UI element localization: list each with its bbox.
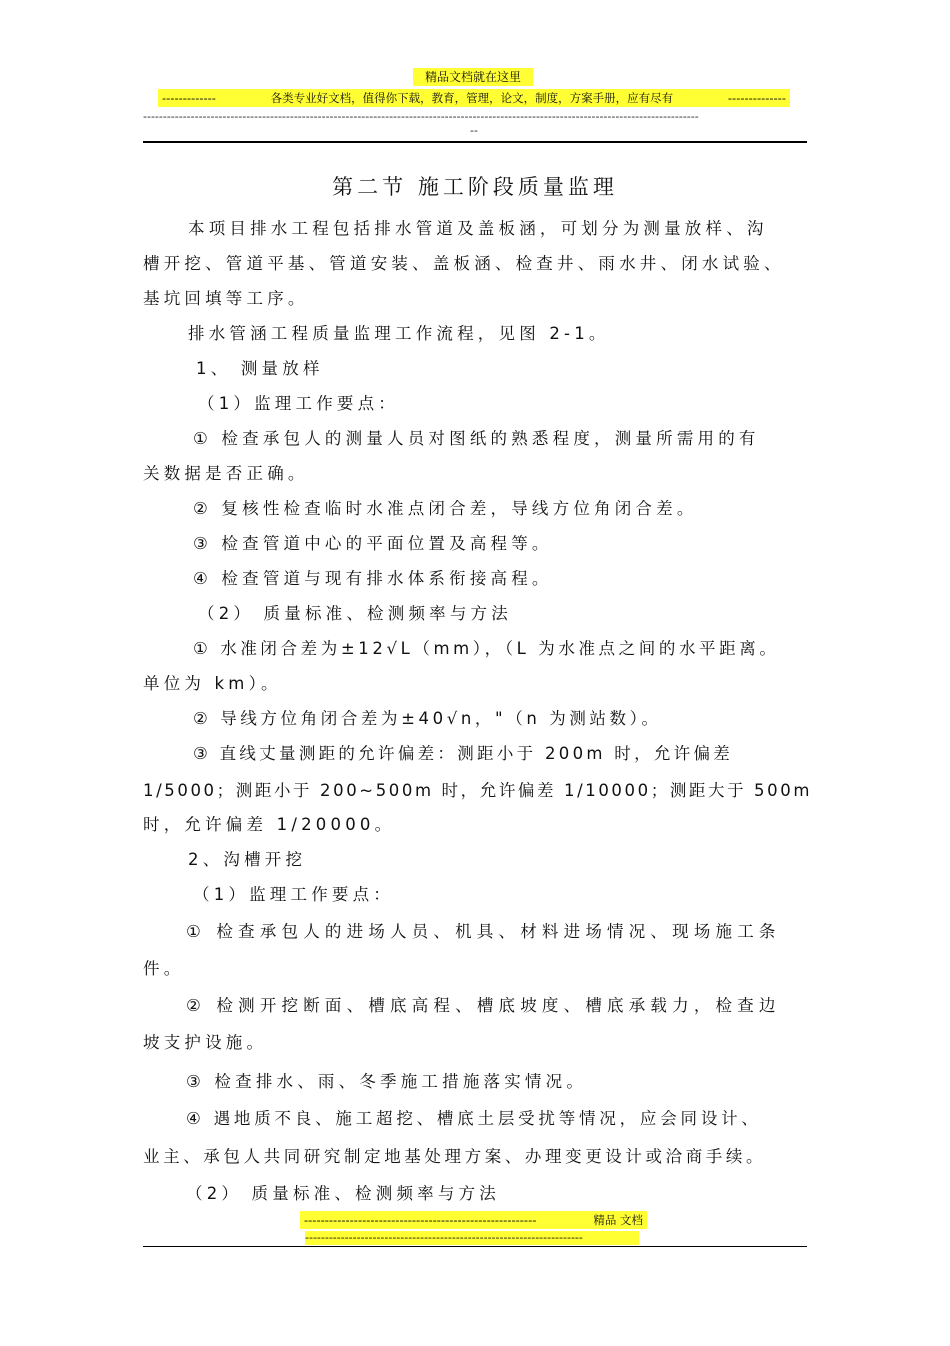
- header-banner: [158, 89, 790, 107]
- subheading-key-points-2: （1）监理工作要点：: [193, 885, 394, 904]
- header-top-label: 精品文档就在这里: [413, 68, 533, 86]
- body-line: 关数据是否正确。: [143, 464, 309, 483]
- body-line: 基坑回填等工序。: [143, 289, 309, 308]
- body-line: 槽开挖、管道平基、管道安装、盖板涵、检查井、雨水井、闭水试验、: [143, 254, 785, 273]
- header-dash-line: --------------------------------------------------------------------------------------------------------------------------------------------: [143, 111, 699, 123]
- body-line: ③ 检查排水、雨、冬季施工措施落实情况。: [186, 1072, 588, 1091]
- header-banner-right-dashes: --------------: [727, 91, 786, 105]
- subheading-quality-standard-1: （2） 质量标准、检测频率与方法: [198, 604, 512, 623]
- body-line: ② 导线方位角闭合差为±40√n，"（n 为测站数）。: [193, 709, 662, 728]
- body-line: 件。: [143, 959, 185, 978]
- header-banner-text: 各类专业好文档，值得你下载，教育，管理，论文，制度，方案手册，应有尽有: [270, 91, 674, 105]
- subheading-quality-standard-2: （2） 质量标准、检测频率与方法: [186, 1184, 500, 1203]
- body-line: ③ 直线丈量测距的允许偏差：测距小于 200m 时，允许偏差: [193, 744, 734, 763]
- body-line: ② 复核性检查临时水准点闭合差，导线方位角闭合差。: [193, 499, 698, 518]
- body-line: ④ 遇地质不良、施工超挖、槽底土层受扰等情况，应会同设计、: [186, 1109, 762, 1128]
- header-banner-left-dashes: -------------: [162, 91, 216, 105]
- body-line: ③ 检查管道中心的平面位置及高程等。: [193, 534, 553, 553]
- body-line: 坡支护设施。: [143, 1033, 268, 1052]
- body-line: 单位为 km）。: [143, 674, 282, 693]
- subheading-key-points-1: （1）监理工作要点：: [198, 394, 399, 413]
- footer-dash-line: ----------------------------------------------------------------------: [305, 1231, 639, 1245]
- body-line: ① 检查承包人的测量人员对图纸的熟悉程度，测量所需用的有: [193, 429, 760, 448]
- header-dash-line-tail: --: [470, 124, 478, 137]
- body-line: ④ 检查管道与现有排水体系衔接高程。: [193, 569, 553, 588]
- body-line: ① 检查承包人的进场人员、机具、材料进场情况、现场施工条: [186, 922, 781, 941]
- footer-banner: [300, 1211, 647, 1229]
- section-title: 第二节 施工阶段质量监理: [332, 175, 618, 199]
- body-line: 1/5000；测距小于 200~500m 时，允许偏差 1/10000；测距大于 500m: [143, 781, 813, 800]
- body-line: 时，允许偏差 1/20000。: [143, 815, 396, 834]
- footer-banner-dashes: --------------------------------------------------------: [304, 1213, 537, 1227]
- body-line: 排水管涵工程质量监理工作流程，见图 2-1。: [188, 324, 610, 343]
- body-line: ② 检测开挖断面、槽底高程、槽底坡度、槽底承载力，检查边: [186, 996, 781, 1015]
- footer-banner-text: 精品 文档: [593, 1213, 643, 1227]
- heading-measurement: 1、 测量放样: [196, 359, 324, 378]
- heading-trench-excavation: 2、沟槽开挖: [188, 850, 307, 869]
- header-rule: [143, 141, 807, 143]
- body-line: 业主、承包人共同研究制定地基处理方案、办理变更设计或洽商手续。: [143, 1147, 767, 1166]
- body-line: 本项目排水工程包括排水管道及盖板涵，可划分为测量放样、沟: [188, 219, 768, 238]
- body-line: ① 水准闭合差为±12√L（mm），（L 为水准点之间的水平距离。: [193, 639, 780, 658]
- footer-rule: [143, 1246, 807, 1247]
